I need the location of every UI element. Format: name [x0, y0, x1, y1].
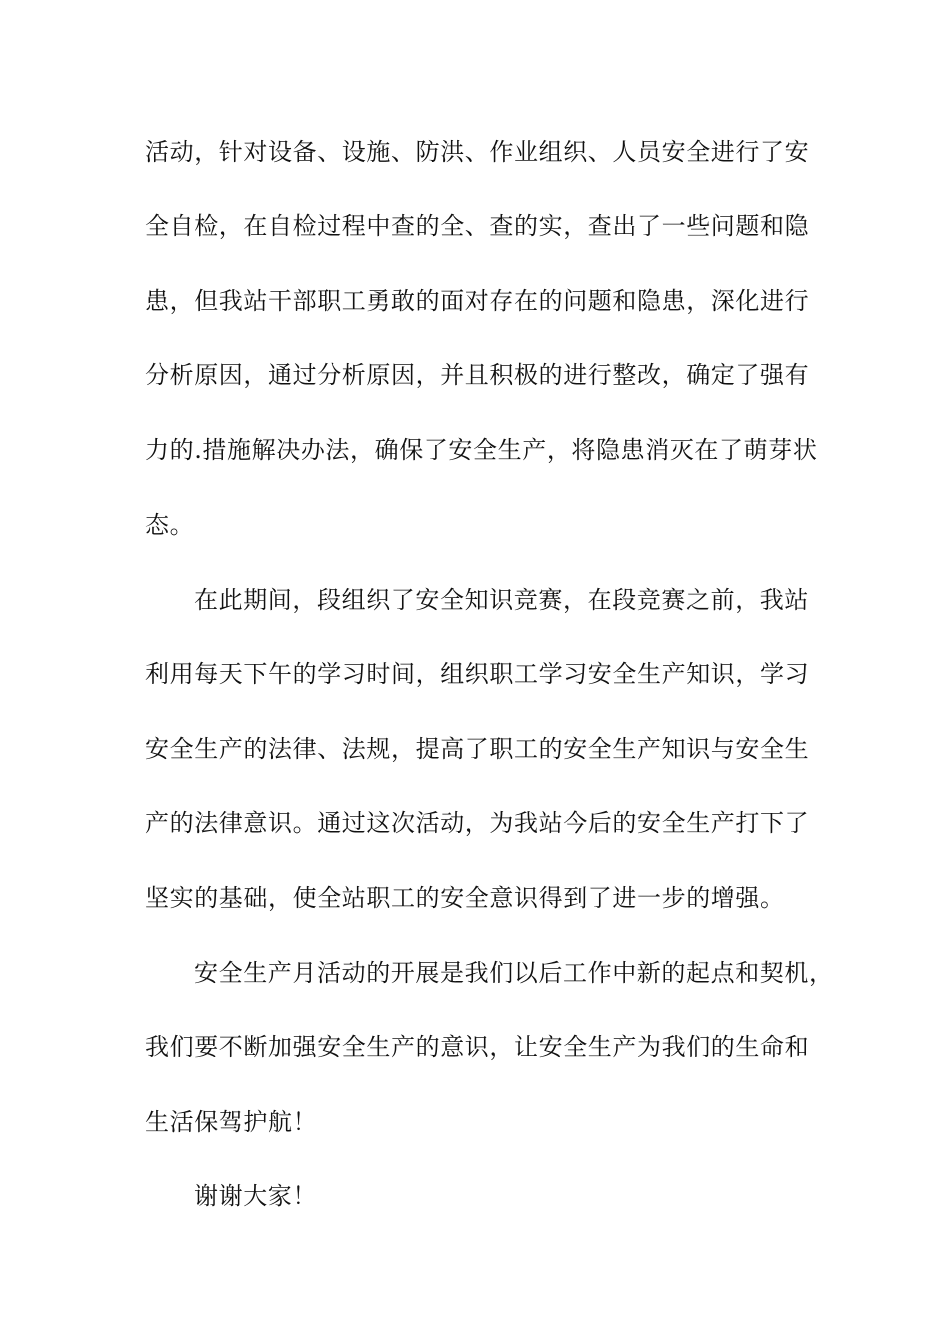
- paragraph-line: 全自检，在自检过程中查的全、查的实，查出了一些问题和隐: [145, 212, 810, 240]
- paragraph-line: 活动，针对设备、设施、防洪、作业组织、人员安全进行了安: [145, 138, 810, 166]
- paragraph-line: 坚实的基础，使全站职工的安全意识得到了进一步的增强。: [145, 884, 785, 912]
- paragraph-line: 安全生产的法律、法规，提高了职工的安全生产知识与安全生: [145, 735, 810, 763]
- paragraph-line: 态。: [145, 511, 195, 539]
- paragraph-line: 我们要不断加强安全生产的意识，让安全生产为我们的生命和: [145, 1033, 810, 1061]
- paragraph-line: 利用每天下午的学习时间，组织职工学习安全生产知识，学习: [145, 660, 810, 688]
- paragraph-first-line: 安全生产月活动的开展是我们以后工作中新的起点和契机，: [194, 959, 834, 987]
- paragraph-line: 分析原因，通过分析原因，并且积极的进行整改，确定了强有: [145, 361, 810, 389]
- paragraph-line: 力的.措施解决办法，确保了安全生产，将隐患消灭在了萌芽状: [145, 436, 818, 464]
- paragraph-line: 生活保驾护航！: [145, 1108, 318, 1136]
- paragraph-first-line: 在此期间，段组织了安全知识竞赛，在段竞赛之前，我站: [194, 586, 809, 614]
- paragraph-line: 患，但我站干部职工勇敢的面对存在的问题和隐患，深化进行: [145, 287, 810, 315]
- closing-line: 谢谢大家！: [194, 1182, 317, 1210]
- paragraph-line: 产的法律意识。通过这次活动，为我站今后的安全生产打下了: [145, 809, 810, 837]
